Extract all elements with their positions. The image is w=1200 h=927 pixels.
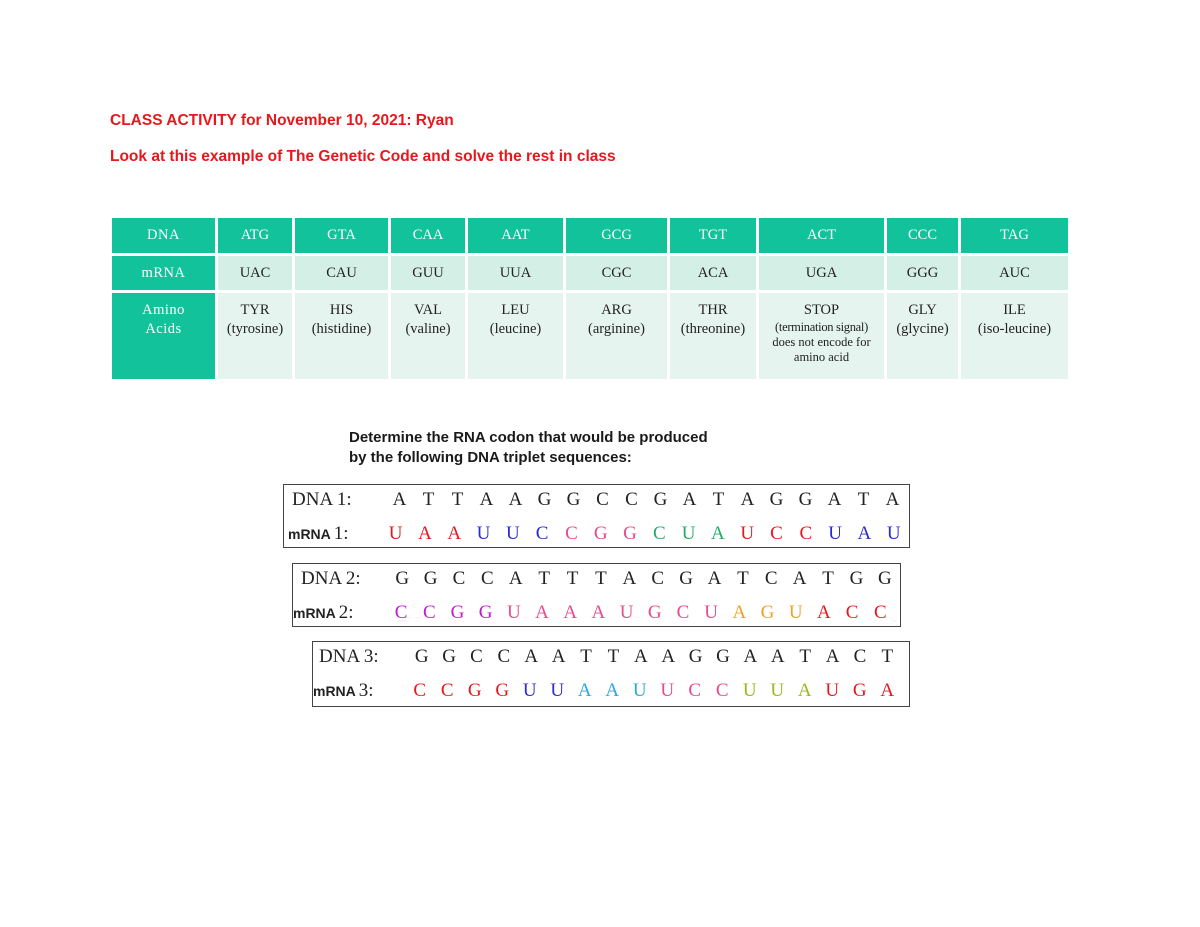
mrna-codon-cell: GGG <box>887 256 958 293</box>
sequence-box-3 <box>312 641 910 707</box>
mrna-base: C <box>565 523 578 544</box>
amino-acid-text: ARG <box>601 302 632 318</box>
mrna-base: G <box>623 523 637 544</box>
dna-base: A <box>622 568 637 589</box>
dna-sequence-label: DNA 3: <box>319 646 379 667</box>
amino-acid-text: (glycine) <box>896 321 949 337</box>
dna-base: G <box>769 489 784 510</box>
mrna-base: C <box>770 523 783 544</box>
amino-acid-text: (termination signal) <box>775 320 868 334</box>
mrna-codon-cell: GUU <box>391 256 465 293</box>
amino-acid-cell <box>961 293 1068 382</box>
dna-base: T <box>595 568 607 589</box>
dna-base: A <box>479 489 494 510</box>
dna-base: G <box>566 489 581 510</box>
mrna-base: A <box>535 602 549 623</box>
mrna-codon-cell: CAU <box>295 256 388 293</box>
mrna-base: C <box>715 680 729 701</box>
amino-acid-cell <box>566 293 667 382</box>
dna-sequence-row <box>313 646 909 672</box>
dna-base: A <box>508 489 523 510</box>
mrna-base: U <box>886 523 901 544</box>
mrna-base: U <box>522 680 537 701</box>
mrna-sequence-row <box>313 680 909 704</box>
mrna-base: U <box>505 523 520 544</box>
mrna-base: A <box>732 602 747 623</box>
sequence-box-1 <box>283 484 910 548</box>
dna-base: C <box>596 489 609 510</box>
mrna-base: U <box>476 523 491 544</box>
dna-sequence-row <box>293 568 900 594</box>
dna-base: A <box>661 646 676 667</box>
dna-base: C <box>625 489 638 510</box>
amino-acid-text: (leucine) <box>489 321 542 337</box>
amino-acid-cell <box>670 293 756 382</box>
mrna-codon-cell: AUC <box>961 256 1068 293</box>
mrna-base: G <box>495 680 510 701</box>
mrna-base: C <box>676 602 690 623</box>
mrna-base: U <box>388 523 403 544</box>
amino-acid-text: LEU <box>501 302 530 318</box>
mrna-base: C <box>440 680 454 701</box>
mrna-base: U <box>619 602 634 623</box>
mrna-base: C <box>422 602 436 623</box>
mrna-base: A <box>563 602 578 623</box>
dna-base: T <box>422 489 435 510</box>
mrna-base: U <box>632 680 647 701</box>
dna-base: G <box>716 646 730 667</box>
mrna-base: U <box>740 523 755 544</box>
amino-acid-text: (histidine) <box>311 321 372 337</box>
dna-base: G <box>653 489 668 510</box>
dna-base: G <box>537 489 552 510</box>
dna-sequence-label: DNA 1: <box>292 489 352 510</box>
dna-codon-cell: GTA <box>295 218 388 256</box>
mrna-base: C <box>688 680 702 701</box>
dna-base: T <box>822 568 834 589</box>
dna-codon-cell: AAT <box>468 218 563 256</box>
dna-base: A <box>825 646 840 667</box>
mrna-base: U <box>660 680 675 701</box>
mrna-base: C <box>652 523 666 544</box>
dna-base: C <box>452 568 466 589</box>
amino-acid-text: does not encode for <box>772 335 871 349</box>
mrna-base: A <box>817 602 831 623</box>
dna-base: G <box>442 646 456 667</box>
dna-base: T <box>712 489 725 510</box>
mrna-base: C <box>535 523 549 544</box>
dna-base: G <box>798 489 813 510</box>
mrna-codon-cell: UUA <box>468 256 563 293</box>
dna-base: A <box>633 646 648 667</box>
dna-base: T <box>580 646 592 667</box>
amino-acid-cell <box>887 293 958 382</box>
dna-base: A <box>827 489 842 510</box>
amino-acid-text: GLY <box>908 302 937 318</box>
dna-base: T <box>538 568 550 589</box>
dna-sequence-label: DNA 2: <box>301 568 361 589</box>
mrna-label-number: 1: <box>333 523 349 544</box>
mrna-label-text: mRNA <box>293 605 336 621</box>
mrna-base: G <box>450 602 465 623</box>
dna-codon-cell: TGT <box>670 218 756 256</box>
dna-base: G <box>688 646 703 667</box>
mrna-base: G <box>852 680 867 701</box>
mrna-base: C <box>799 523 813 544</box>
mrna-codon-cell: ACA <box>670 256 756 293</box>
activity-instruction: Look at this example of The Genetic Code and solve the rest in class <box>110 148 616 165</box>
mrna-base: A <box>711 523 725 544</box>
mrna-base: G <box>467 680 482 701</box>
dna-codon-cell: ACT <box>759 218 884 256</box>
dna-base: A <box>524 646 539 667</box>
dna-base: C <box>497 646 511 667</box>
dna-codon-cell: TAG <box>961 218 1068 256</box>
dna-base: A <box>792 568 807 589</box>
amino-acid-text: (iso-leucine) <box>977 321 1052 337</box>
mrna-codon-cell: UGA <box>759 256 884 293</box>
dna-base: G <box>849 568 864 589</box>
mrna-base: U <box>825 680 840 701</box>
dna-base: C <box>853 646 867 667</box>
dna-row-label: DNA <box>112 218 215 256</box>
amino-acid-cell <box>468 293 563 382</box>
amino-acid-text: ILE <box>1003 302 1026 318</box>
mrna-base: U <box>550 680 565 701</box>
mrna-base: A <box>577 680 592 701</box>
dna-base: G <box>877 568 892 589</box>
amino-acid-cell <box>218 293 292 382</box>
dna-base: A <box>770 646 785 667</box>
amino-acid-text: STOP <box>803 302 840 318</box>
dna-base: A <box>743 646 758 667</box>
amino-acid-text: (valine) <box>405 321 451 337</box>
dna-base: A <box>551 646 566 667</box>
amino-row-label: Amino Acids <box>112 293 215 382</box>
dna-base: G <box>414 646 429 667</box>
mrna-base: A <box>605 680 620 701</box>
mrna-sequence-row <box>293 602 900 626</box>
amino-acid-text: (tyrosine) <box>226 321 284 337</box>
mrna-label-text: mRNA <box>313 683 356 699</box>
mrna-base: C <box>394 602 408 623</box>
dna-base: T <box>607 646 620 667</box>
dna-codon-cell: ATG <box>218 218 292 256</box>
mrna-base: G <box>478 602 493 623</box>
mrna-base: G <box>647 602 662 623</box>
amino-acid-text: HIS <box>329 302 354 318</box>
mrna-sequence-row <box>284 523 909 547</box>
mrna-label-number: 2: <box>338 602 354 623</box>
dna-codon-cell: CCC <box>887 218 958 256</box>
dna-base: A <box>740 489 755 510</box>
mrna-sequence-label <box>293 602 354 624</box>
amino-acid-text: VAL <box>414 302 442 318</box>
amino-acid-text: (threonine) <box>680 321 746 337</box>
amino-acid-text: THR <box>698 302 728 318</box>
mrna-base: C <box>873 602 887 623</box>
mrna-base: G <box>760 602 775 623</box>
mrna-sequence-label <box>313 680 374 702</box>
dna-base: T <box>566 568 579 589</box>
mrna-codon-cell: CGC <box>566 256 667 293</box>
dna-base: T <box>451 489 464 510</box>
mrna-base: A <box>418 523 432 544</box>
amino-acid-text: TYR <box>240 302 270 318</box>
mrna-base: U <box>788 602 803 623</box>
mrna-row <box>112 256 1068 293</box>
mrna-base: A <box>447 523 462 544</box>
mrna-base: A <box>880 680 895 701</box>
dna-base: T <box>881 646 894 667</box>
mrna-base: G <box>593 523 608 544</box>
dna-base: A <box>707 568 722 589</box>
mrna-base: A <box>797 680 812 701</box>
dna-base: G <box>679 568 693 589</box>
mrna-codon-cell: UAC <box>218 256 292 293</box>
amino-acid-text: amino acid <box>793 350 850 364</box>
dna-base: C <box>764 568 778 589</box>
dna-base: A <box>392 489 407 510</box>
amino-acid-text: (arginine) <box>588 321 645 337</box>
mrna-base: U <box>506 602 521 623</box>
mrna-label-number: 3: <box>358 680 374 701</box>
dna-base: T <box>737 568 749 589</box>
dna-sequence-row <box>284 489 909 515</box>
mrna-sequence-label <box>288 523 349 545</box>
dna-base: T <box>857 489 870 510</box>
activity-title: CLASS ACTIVITY for November 10, 2021: Ryan <box>110 112 454 129</box>
dna-base: A <box>508 568 523 589</box>
dna-base: T <box>799 646 811 667</box>
dna-base: C <box>470 646 483 667</box>
mrna-base: U <box>828 523 842 544</box>
mrna-base: U <box>681 523 696 544</box>
exercise-prompt: Determine the RNA codon that would be produced by the following DNA triplet sequences: <box>349 429 708 466</box>
genetic-code-table <box>109 218 1071 382</box>
mrna-base: A <box>591 602 606 623</box>
mrna-base: U <box>704 602 719 623</box>
dna-base: A <box>885 489 900 510</box>
mrna-base: C <box>845 602 859 623</box>
mrna-base: C <box>413 680 427 701</box>
dna-base: C <box>651 568 665 589</box>
amino-acid-cell <box>759 293 884 382</box>
amino-acid-cell <box>391 293 465 382</box>
dna-codon-cell: GCG <box>566 218 667 256</box>
dna-base: G <box>423 568 438 589</box>
amino-acid-cell <box>295 293 388 382</box>
dna-base: C <box>481 568 494 589</box>
mrna-base: A <box>857 523 872 544</box>
dna-codon-cell: CAA <box>391 218 465 256</box>
mrna-label-text: mRNA <box>288 526 331 542</box>
dna-base: A <box>682 489 697 510</box>
amino-acid-row <box>112 293 1068 382</box>
dna-base: G <box>395 568 410 589</box>
dna-row <box>112 218 1068 256</box>
sequence-box-2 <box>292 563 901 627</box>
mrna-row-label: mRNA <box>112 256 215 293</box>
mrna-base: U <box>770 680 785 701</box>
mrna-base: U <box>742 680 757 701</box>
